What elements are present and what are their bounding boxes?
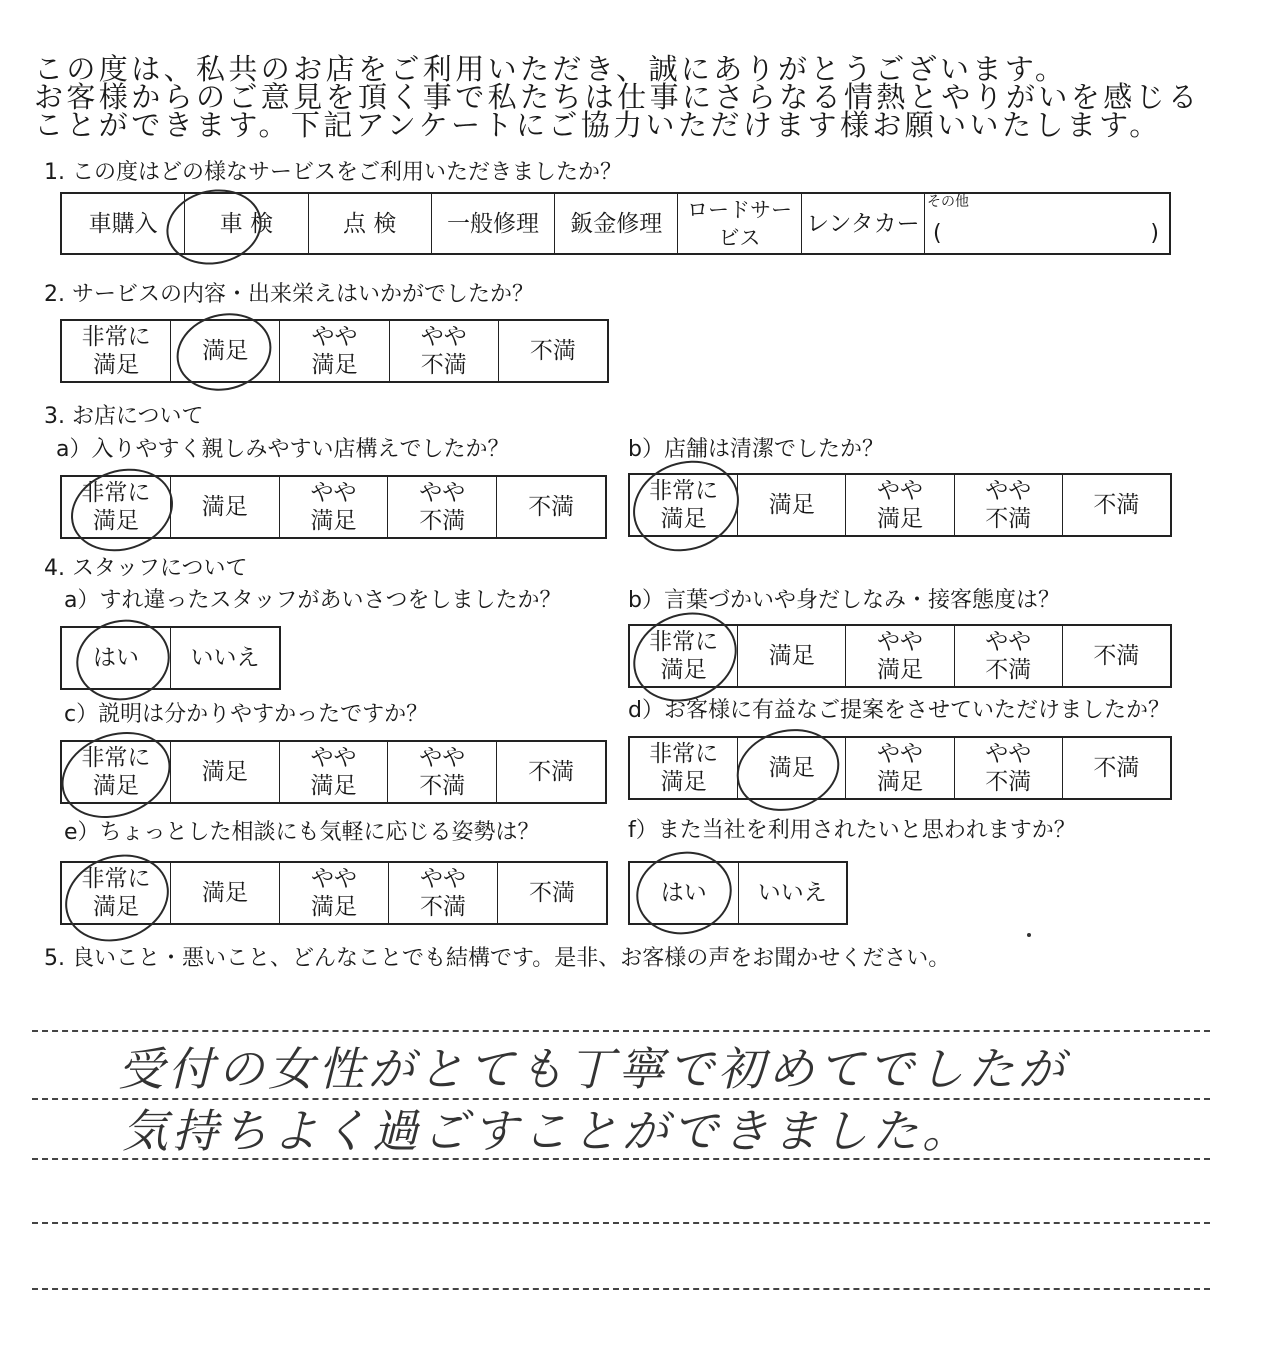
q4d-option-satisfied[interactable]: 満足 [738,738,846,798]
q1-options [60,192,1171,255]
q4c-option-satisfied[interactable]: 満足 [171,742,280,802]
q4d-title: d）お客様に有益なご提案をさせていただけましたか？ [628,698,1170,723]
q4f-options [628,861,848,925]
q3a-option-somewhat-dissatisfied[interactable]: やや 不満 [388,477,497,537]
q1-option-inspection[interactable]: 車 検 [185,194,308,253]
q4e-options [60,861,608,925]
q1-option-check[interactable]: 点 検 [309,194,432,253]
intro-line-3: ことができます。下記アンケートにご協力いただけます様お願いいたします。 [34,108,1162,142]
q4c-option-very-satisfied[interactable]: 非常に 満足 [62,742,171,802]
q1-option-other[interactable] [925,194,1169,253]
q4a-title: a）すれ違ったスタッフがあいさつをしましたか？ [64,588,562,613]
q4c-option-dissatisfied[interactable]: 不満 [528,759,575,785]
q4d-option-somewhat-dissatisfied[interactable]: やや 不満 [955,738,1063,798]
q4f-option-yes[interactable]: はい [630,863,739,923]
q1-title: 1. この度はどの様なサービスをご利用いただきましたか？ [44,160,622,185]
q3b-option-somewhat-dissatisfied[interactable]: やや 不満 [955,475,1063,535]
q1-option-road-service[interactable]: ロードサービス [678,194,801,253]
q4e-title: e）ちょっとした相談にも気軽に応じる姿勢は？ [64,820,540,845]
q1-option-body-repair[interactable]: 鈑金修理 [555,194,678,253]
q3b-options [628,473,1172,537]
q1-option-general-repair[interactable]: 一般修理 [432,194,555,253]
q3b-option-satisfied[interactable]: 満足 [738,475,846,535]
q4b-option-very-satisfied[interactable]: 非常に 満足 [630,626,738,686]
q2-option-very-satisfied[interactable]: 非常に 満足 [62,321,171,381]
q3a-option-somewhat-satisfied[interactable]: やや 満足 [280,477,389,537]
q4c-title: c）説明は分かりやすかったですか？ [64,702,429,727]
intro-line-2: お客様からのご意見を頂く事で私たちは仕事にさらなる情熱とやりがいを感じる [34,80,1201,114]
q4b-option-satisfied[interactable]: 満足 [738,626,846,686]
q5-title: 5. 良いこと・悪いこと、どんなことでも結構です。是非、お客様の声をお聞かせください。 [44,946,951,971]
intro-line-1: この度は、私共のお店をご利用いただき、誠にありがとうございます。 [34,52,1068,86]
q2-option-somewhat-satisfied[interactable]: やや 満足 [280,321,389,381]
q4e-option-dissatisfied[interactable]: 不満 [529,880,575,906]
q3b-title: b）店舗は清潔でしたか？ [628,437,884,462]
comment-line-4 [32,1222,1210,1224]
q4e-option-somewhat-dissatisfied[interactable]: やや 不満 [389,863,498,923]
q3a-title: a）入りやすく親しみやすい店構えでしたか？ [56,437,510,462]
q2-options [60,319,609,383]
q1-option-car-purchase[interactable]: 車購入 [62,194,185,253]
q3a-option-satisfied[interactable]: 満足 [171,477,280,537]
comment-line-1 [32,1030,1210,1032]
comment-line-3 [32,1158,1210,1160]
q4f-title: f）また当社を利用されたいと思われますか？ [628,818,1076,843]
comment-line-5 [32,1288,1210,1290]
q4b-option-somewhat-satisfied[interactable]: やや 満足 [846,626,954,686]
stray-mark [1027,933,1031,937]
q2-option-dissatisfied[interactable]: 不満 [529,338,576,364]
q4c-options [60,740,607,804]
q3a-options [60,475,607,539]
q1-other-paren-open: ( [932,221,942,246]
q3b-option-dissatisfied[interactable]: 不満 [1093,492,1140,518]
q1-other-label: その他 [926,194,969,210]
q3a-option-very-satisfied[interactable]: 非常に 満足 [62,477,171,537]
q4c-option-somewhat-dissatisfied[interactable]: やや 不満 [388,742,497,802]
q3a-option-dissatisfied[interactable]: 不満 [528,494,575,520]
q4b-option-dissatisfied[interactable]: 不満 [1093,643,1140,669]
comment-line-2 [32,1098,1210,1100]
q4b-option-somewhat-dissatisfied[interactable]: やや 不満 [955,626,1063,686]
q3-title: 3. お店について [44,404,204,429]
q2-title: 2. サービスの内容・出来栄えはいかがでしたか？ [44,282,534,307]
q4d-options [628,736,1172,800]
q4b-options [628,624,1172,688]
comment-handwritten-1: 受付の女性がとても丁寧で初めてでしたが [118,1042,1068,1096]
q1-option-rental-car[interactable]: レンタカー [802,194,925,253]
q4e-option-somewhat-satisfied[interactable]: やや 満足 [280,863,389,923]
q4-title: 4. スタッフについて [44,556,248,581]
comment-handwritten-2: 気持ちよく過ごすことができました。 [122,1104,972,1158]
q2-option-satisfied[interactable]: 満足 [171,321,280,381]
q4c-option-somewhat-satisfied[interactable]: やや 満足 [280,742,389,802]
q4e-option-very-satisfied[interactable]: 非常に 満足 [62,863,171,923]
q3b-option-very-satisfied[interactable]: 非常に 満足 [630,475,738,535]
q4a-option-yes[interactable]: はい [62,628,171,688]
q4e-option-satisfied[interactable]: 満足 [171,863,280,923]
q4d-option-somewhat-satisfied[interactable]: やや 満足 [846,738,954,798]
q3b-option-somewhat-satisfied[interactable]: やや 満足 [846,475,954,535]
q4d-option-very-satisfied[interactable]: 非常に 満足 [630,738,738,798]
q4a-option-no[interactable]: いいえ [190,645,260,671]
q4b-title: b）言葉づかいや身だしなみ・接客態度は？ [628,588,1060,613]
q1-other-paren-close: ) [1150,221,1159,246]
q4f-option-no[interactable]: いいえ [757,880,827,906]
q4d-option-dissatisfied[interactable]: 不満 [1093,755,1140,781]
q4a-options [60,626,281,690]
q2-option-somewhat-dissatisfied[interactable]: やや 不満 [390,321,499,381]
